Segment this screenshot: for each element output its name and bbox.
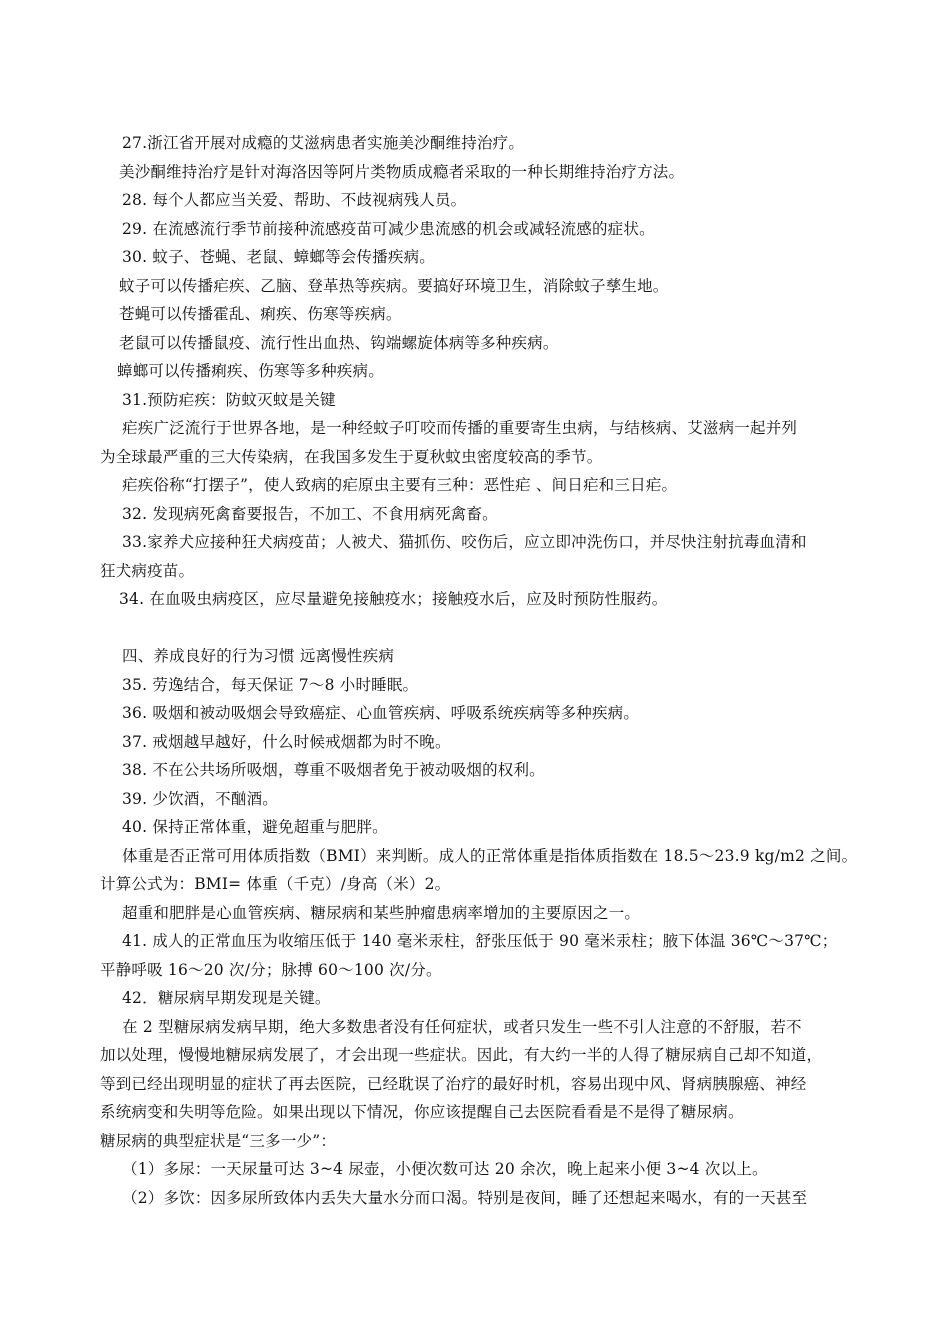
text-line: 平静呼吸 16～20 次/分；脉搏 60～100 次/分。 — [100, 961, 442, 979]
chapter-heading: 四、养成良好的行为习惯 远离慢性疾病 — [122, 647, 395, 665]
text-line: 美沙酮维持治疗是针对海洛因等阿片类物质成瘾者采取的一种长期维持治疗方法。 — [119, 163, 685, 181]
text-line: 体重是否正常可用体质指数（BMI）来判断。成人的正常体重是指体质指数在 18.5～23.9 kg/m2 之间。 — [122, 847, 858, 865]
text-line: 30. 蚊子、苍蝇、老鼠、蟑螂等会传播疾病。 — [122, 248, 435, 266]
text-line: 41. 成人的正常血压为收缩压低于 140 毫米汞柱，舒张压低于 90 毫米汞柱；腋下体温 36℃～37℃； — [122, 932, 838, 950]
text-line: 37. 戒烟越早越好，什么时候戒烟都为时不晚。 — [122, 733, 451, 751]
text-line: 老鼠可以传播鼠疫、流行性出血热、钩端螺旋体病等多种疾病。 — [119, 334, 559, 352]
text-line: 系统病变和失明等危险。如果出现以下情况，你应该提醒自己去医院看看是不是得了糖尿病。 — [100, 1103, 744, 1121]
text-line: 39. 少饮酒，不酗酒。 — [122, 790, 278, 808]
text-line: 38. 不在公共场所吸烟，尊重不吸烟者免于被动吸烟的权利。 — [122, 761, 545, 779]
text-line: 34. 在血吸虫病疫区，应尽量避免接触疫水；接触疫水后，应及时预防性服药。 — [119, 590, 668, 608]
text-line: 28. 每个人都应当关爱、帮助、不歧视病残人员。 — [122, 191, 467, 209]
text-line: 蟑螂可以传播痢疾、伤寒等多种疾病。 — [117, 362, 384, 380]
text-line: 糖尿病的典型症状是“三多一少”： — [100, 1132, 337, 1150]
text-line: （2）多饮：因多尿所致体内丢失大量水分而口渴。特别是夜间，睡了还想起来喝水，有的一天甚至 — [122, 1189, 808, 1207]
text-line: 狂犬病疫苗。 — [100, 562, 195, 580]
section-heading: 31.预防疟疾：防蚊灭蚊是关键 — [122, 391, 336, 409]
text-line: 33.家养犬应接种狂犬病疫苗；人被犬、猫抓伤、咬伤后，应立即冲洗伤口，并尽快注射抗毒血清和 — [122, 533, 807, 551]
text-line: 在 2 型糖尿病发病早期，绝大多数患者没有任何症状，或者只发生一些不引人注意的不舒服，若不 — [122, 1018, 802, 1036]
text-line: 苍蝇可以传播霍乱、痢疾、伤寒等疾病。 — [119, 305, 402, 323]
text-line: 等到已经出现明显的症状了再去医院，已经耽误了治疗的最好时机，容易出现中风、肾病胰腺癌、神经 — [100, 1075, 807, 1093]
text-line: 29. 在流感流行季节前接种流感疫苗可减少患流感的机会或减轻流感的症状。 — [122, 220, 655, 238]
text-line: 蚊子可以传播疟疾、乙脑、登革热等疾病。要搞好环境卫生，消除蚊子孳生地。 — [119, 277, 669, 295]
text-line: 40. 保持正常体重，避免超重与肥胖。 — [122, 818, 388, 836]
text-line: 超重和肥胖是心血管疾病、糖尿病和某些肿瘤患病率增加的主要原因之一。 — [122, 904, 641, 922]
text-line: 35. 劳逸结合，每天保证 7～8 小时睡眠。 — [122, 676, 419, 694]
text-line: 加以处理，慢慢地糖尿病发展了，才会出现一些症状。因此，有大约一半的人得了糖尿病自己却不知道， — [100, 1046, 823, 1064]
text-line: 27.浙江省开展对成瘾的艾滋病患者实施美沙酮维持治疗。 — [122, 134, 525, 152]
text-line: 疟疾广泛流行于世界各地，是一种经蚊子叮咬而传播的重要寄生虫病，与结核病、艾滋病一起并列 — [122, 419, 798, 437]
text-line: （1）多尿：一天尿量可达 3~4 尿壶，小便次数可达 20 余次，晚上起来小便 3~4 次以上。 — [122, 1160, 768, 1178]
text-line: 32. 发现病死禽畜要报告，不加工、不食用病死禽畜。 — [122, 505, 498, 523]
text-line: 36. 吸烟和被动吸烟会导致癌症、心血管疾病、呼吸系统疾病等多种疾病。 — [122, 704, 640, 722]
text-line: 计算公式为：BMI= 体重（千克）/身高（米）2。 — [100, 875, 451, 893]
text-line: 为全球最严重的三大传染病，在我国多发生于夏秋蚊虫密度较高的季节。 — [100, 448, 603, 466]
text-line: 42．糖尿病早期发现是关键。 — [122, 989, 331, 1007]
text-line: 疟疾俗称“打摆子”，使人致病的疟原虫主要有三种：恶性疟 、间日疟和三日疟。 — [122, 476, 678, 494]
